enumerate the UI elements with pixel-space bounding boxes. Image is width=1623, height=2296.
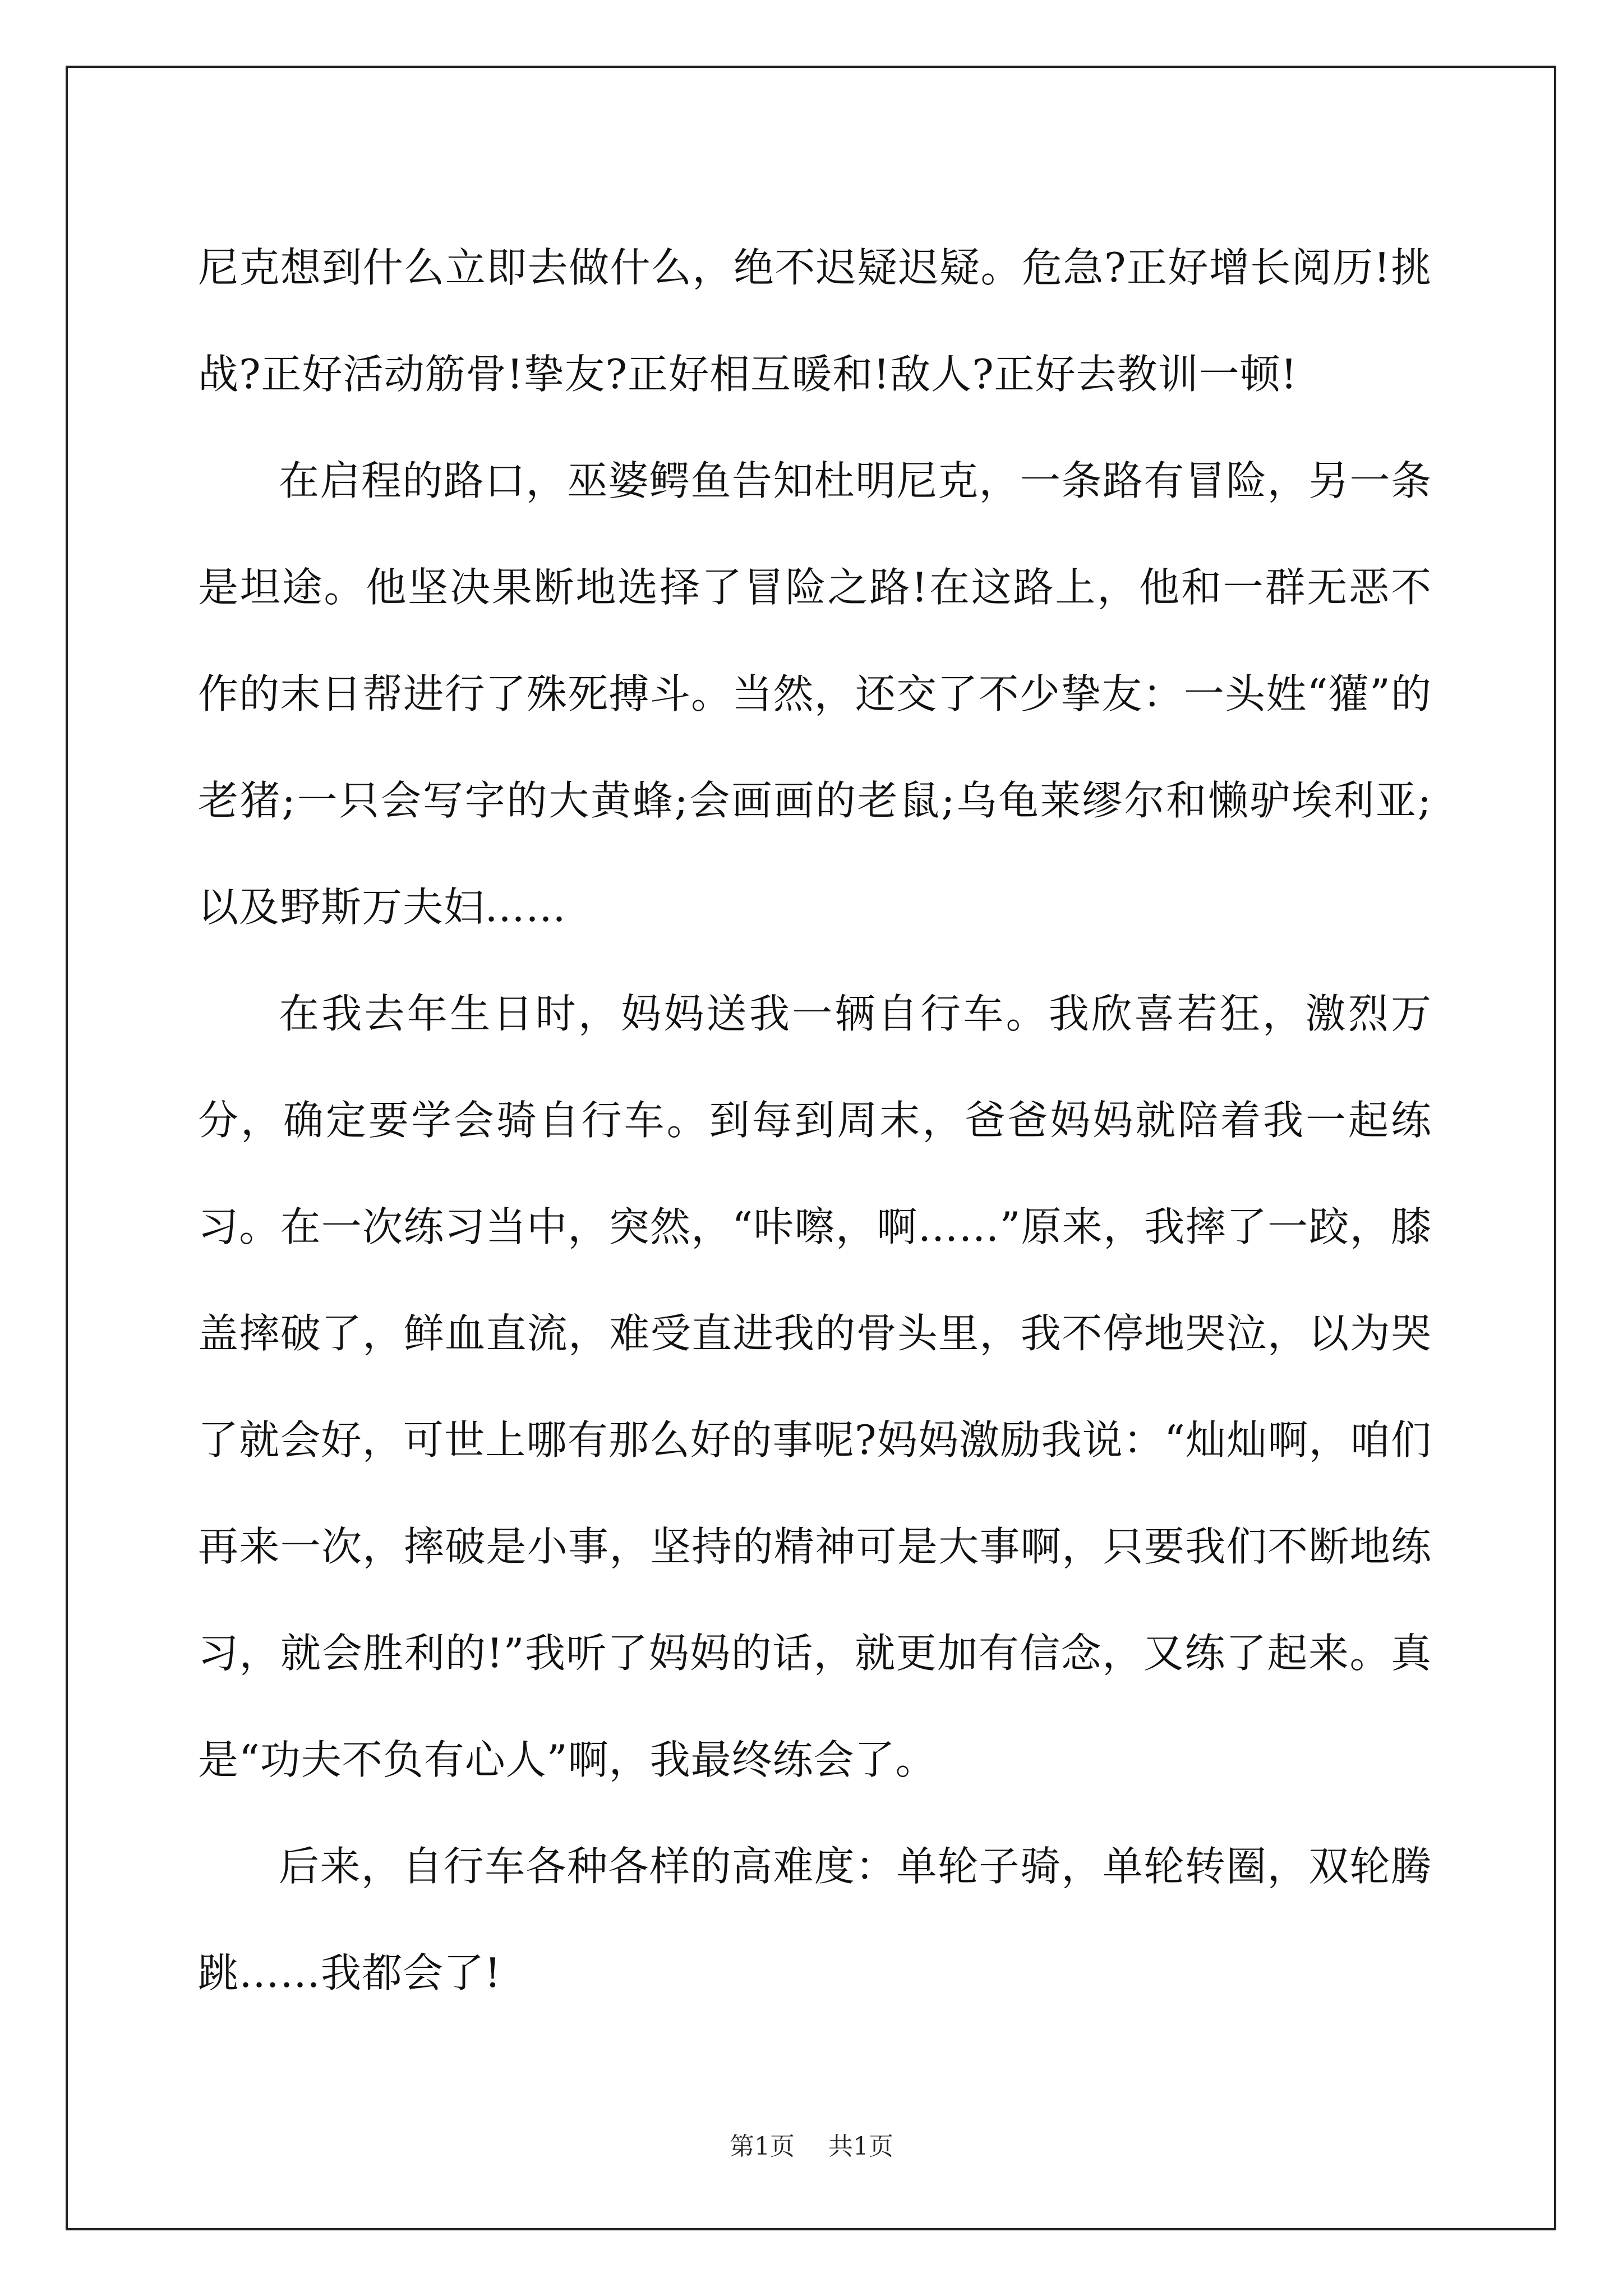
document-body [198, 214, 1432, 2026]
page-number: 第1页 [730, 2132, 795, 2161]
page-total: 共1页 [828, 2132, 893, 2161]
paragraph-4: 后来，自行车各种各样的高难度：单轮子骑，单轮转圈，双轮腾跳……我都会了! [198, 1843, 1432, 1996]
page-footer [0, 2126, 1623, 2162]
paragraph-1: 尼克想到什么立即去做什么，绝不迟疑迟疑。危急?正好增长阅历!挑战?正好活动筋骨!挚友?正好相互暖和!敌人?正好去教训一顿! [198, 244, 1432, 398]
paragraph-2: 在启程的路口，巫婆鳄鱼告知杜明尼克，一条路有冒险，另一条是坦途。他坚决果断地选择了冒险之路!在这路上，他和一群无恶不作的末日帮进行了殊死搏斗。当然，还交了不少挚友：一头姓“獾”的老猪;一只会写字的大黄蜂;会画画的老鼠;乌龟莱缪尔和懒驴埃利亚;以及野斯万夫妇…… [198, 457, 1432, 931]
paragraph-3: 在我去年生日时，妈妈送我一辆自行车。我欣喜若狂，激烈万分，确定要学会骑自行车。到每到周末，爸爸妈妈就陪着我一起练习。在一次练习当中，突然，“咔嚓，啊……”原来，我摔了一跤，膝盖摔破了，鲜血直流，难受直进我的骨头里，我不停地哭泣，以为哭了就会好，可世上哪有那么好的事呢?妈妈激励我说：“灿灿啊，咱们再来一次，摔破是小事，坚持的精神可是大事啊，只要我们不断地练习，就会胜利的!”我听了妈妈的话，就更加有信念，又练了起来。真是“功夫不负有心人”啊，我最终练会了。 [198, 990, 1432, 1783]
